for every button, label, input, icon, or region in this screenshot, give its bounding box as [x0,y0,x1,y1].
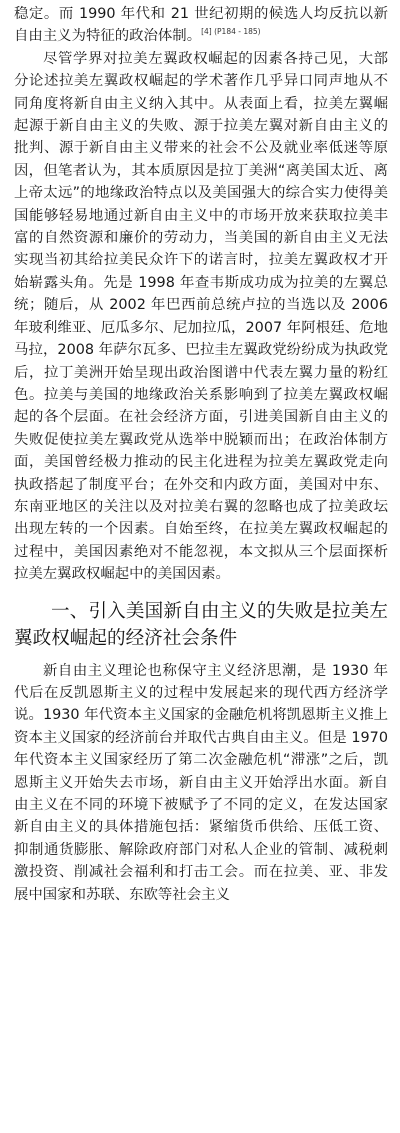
paragraph-neoliberalism [14,660,388,906]
paragraph-text: 稳定。而 1990 年代和 21 世纪初期的候选人均反抗以新自由主义为特征的政治体制。 [14,6,388,45]
citation-number: [4] [201,27,212,37]
citation-pages: (P184 - 185) [214,27,261,37]
article-page [14,0,388,906]
section-heading: 一、引入美国新自由主义的失败是拉美左翼政权崛起的经济社会条件 [14,600,388,649]
paragraph-introduction [14,48,388,586]
citation-mark [201,28,261,37]
paragraph-text: 新自由主义理论也称保守主义经济思潮，是 1930 年代后在反凯恩斯主义的过程中发展起来的现代西方经济学说。1930 年代资本主义国家的金融危机将凯恩斯主义推上资本主义国家的经济前台并取代古典自由主义。但是 1970 年代资本主义国家经历了第二次金融危机“滞涨”之后，凯恩斯主义开始失去市场，新自由主义开始浮出水面。新自由主义在不同的环境下被赋予了不同的定义，在发达国家新自由主义的具体措施包括：紧缩货币供给、压低工资、抑制通货膨胀、解除政府部门对私人企业的管制、减税刺激投资、削减社会福利和打击工会。而在拉美、亚、非发展中国家和苏联、东欧等社会主义 [14,662,388,903]
paragraph-continuation [14,3,388,48]
paragraph-text: 尽管学界对拉美左翼政权崛起的因素各持己见，大部分论述拉美左翼政权崛起的学术著作几乎异口同声地从不同角度将新自由主义纳入其中。从表面上看，拉美左翼崛起源于新自由主义的失败、源于拉美左翼对新自由主义的批判、源于新自由主义带来的社会不公及就业率低迷等原因，但笔者认为，其本质原因是拉丁美洲“离美国太近、离上帝太远”的地缘政治特点以及美国强大的综合实力使得美国能够轻易地通过新自由主义中的市场开放来获取拉美丰富的自然资源和廉价的劳动力，当美国的新自由主义无法实现当初其给拉美民众许下的诺言时，拉美左翼政权才开始崭露头角。先是 1998 年查韦斯成功成为拉美的左翼总统；随后，从 2002 年巴西前总统卢拉的当选以及 2006 年玻利维亚、厄瓜多尔、尼加拉瓜，2007 年阿根廷、危地马拉，2008 年萨尔瓦多、巴拉圭左翼政党纷纷成为执政党后，拉丁美洲开始呈现出政治图谱中代表左翼力量的粉红色。拉美与美国的地缘政治关系影响到了拉美左翼政权崛起的各个层面。在社会经济方面，引进美国新自由主义的失败促使拉美左翼政党从选举中脱颖而出；在政治体制方面，美国曾经极力推动的民主化进程为拉美左翼政党走向执政搭起了制度平台；在外交和内政方面，美国对中东、东南亚地区的关注以及对拉美右翼的忽略也成了拉美政坛出现左转的一个因素。自始至终，在拉美左翼政权崛起的过程中，美国因素绝对不能忽视，本文拟从三个层面探析拉美左翼政权崛起中的美国因素。 [14,50,388,583]
